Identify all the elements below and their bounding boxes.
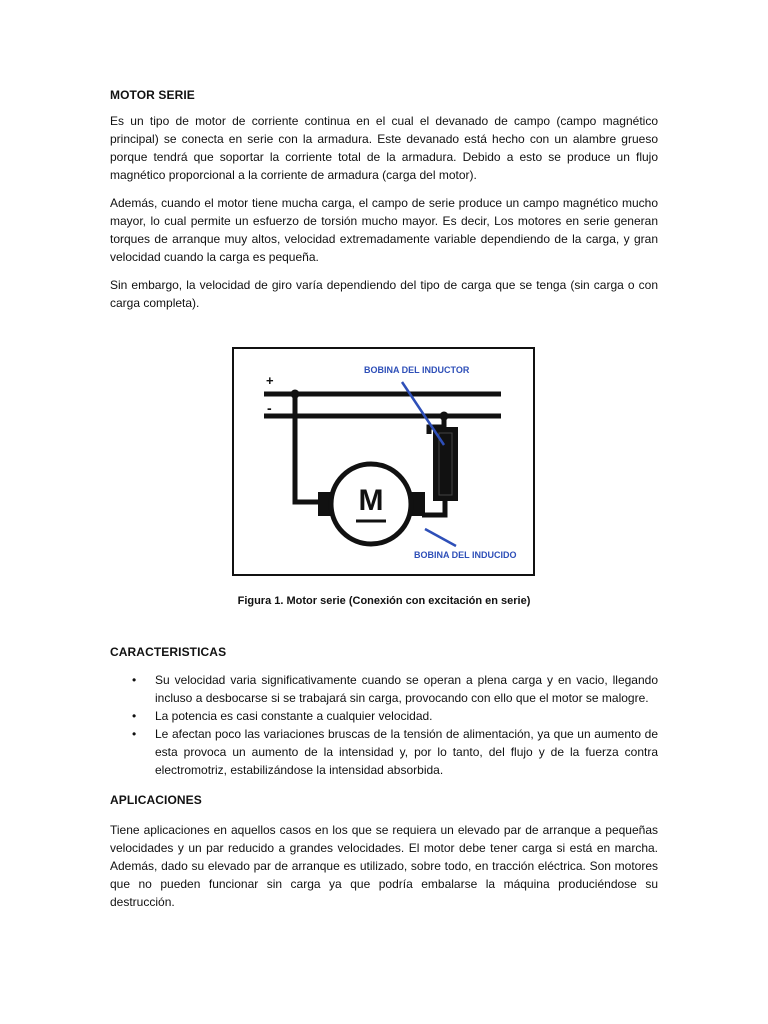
section-motor-serie bbox=[110, 88, 658, 322]
section-caracteristicas bbox=[110, 645, 658, 921]
paragraph-aplicaciones: Tiene aplicaciones en aquellos casos en los que se requiera un elevado par de arranque a pequeñas velocidades y un par reducido a grandes velocidades. El motor debe tener carga si está en marcha. Además, dado su elevado par de arranque es utilizado, sobre todo, en tracción eléctrica. Son motores que no pueden funcionar sin carga ya que podría embalarse la máquina produciéndose su destrucción. bbox=[110, 823, 658, 909]
paragraph-1: Es un tipo de motor de corriente continua en el cual el devanado de campo (campo magnético principal) se conecta en serie con la armadura. Este devanado está hecho con un alambre grueso porque tendrá que soportar la corriente total de la armadura. Debido a esto se produce un flujo magnético proporcional a la corriente de armadura (carga del motor). bbox=[110, 114, 658, 182]
figure-motor-serie-diagram bbox=[232, 347, 535, 576]
list-item bbox=[110, 707, 658, 725]
heading-motor-serie: MOTOR SERIE bbox=[110, 88, 195, 102]
wire-to-motor bbox=[295, 394, 318, 502]
inductor-label: BOBINA DEL INDUCTOR bbox=[364, 365, 470, 375]
figure-caption: Figura 1. Motor serie (Conexión con excitación en serie) bbox=[237, 595, 531, 607]
circuit-diagram bbox=[234, 349, 533, 574]
list-item-text: La potencia es casi constante a cualquier velocidad. bbox=[155, 709, 433, 723]
bullet-icon: • bbox=[132, 709, 137, 723]
minus-terminal-label: - bbox=[267, 400, 272, 416]
list-item-text: Le afectan poco las variaciones bruscas de la tensión de alimentación, ya que un aumento de esta provoca un aumento de la intensidad y, por lo tanto, del flujo y de la fuerza contra electromotriz, estabilizándose la intensidad absorbida. bbox=[155, 727, 658, 777]
bullet-icon: • bbox=[132, 673, 137, 687]
plus-terminal-label: + bbox=[266, 373, 274, 388]
inducido-pointer bbox=[425, 529, 456, 546]
characteristics-list bbox=[110, 671, 658, 779]
list-item bbox=[110, 671, 658, 707]
list-item-text: Su velocidad varia significativamente cuando se operan a plena carga y en vacio, llegando incluso a desbocarse si se trabajará sin carga, provocando con ello que el motor se malogre. bbox=[155, 673, 658, 705]
inducido-label: BOBINA DEL INDUCIDO bbox=[414, 550, 517, 560]
bullet-icon: • bbox=[132, 727, 137, 741]
paragraph-3: Sin embargo, la velocidad de giro varía dependiendo del tipo de carga que se tenga (sin carga o con carga completa). bbox=[110, 278, 658, 310]
paragraph-2: Además, cuando el motor tiene mucha carga, el campo de serie produce un campo magnético mucho mayor, lo cual permite un esfuerzo de torsión mucho mayor. Es decir, Los motores en serie generan torques de arranque muy altos, velocidad extremadamente variable dependiendo de la carga, y gran velocidad cuando la carga es pequeña. bbox=[110, 196, 658, 264]
heading-aplicaciones: APLICACIONES bbox=[110, 793, 202, 807]
motor-label: M bbox=[358, 484, 384, 517]
wire-coil-to-motor bbox=[422, 501, 445, 515]
list-item bbox=[110, 725, 658, 779]
heading-caracteristicas: CARACTERISTICAS bbox=[110, 645, 227, 659]
